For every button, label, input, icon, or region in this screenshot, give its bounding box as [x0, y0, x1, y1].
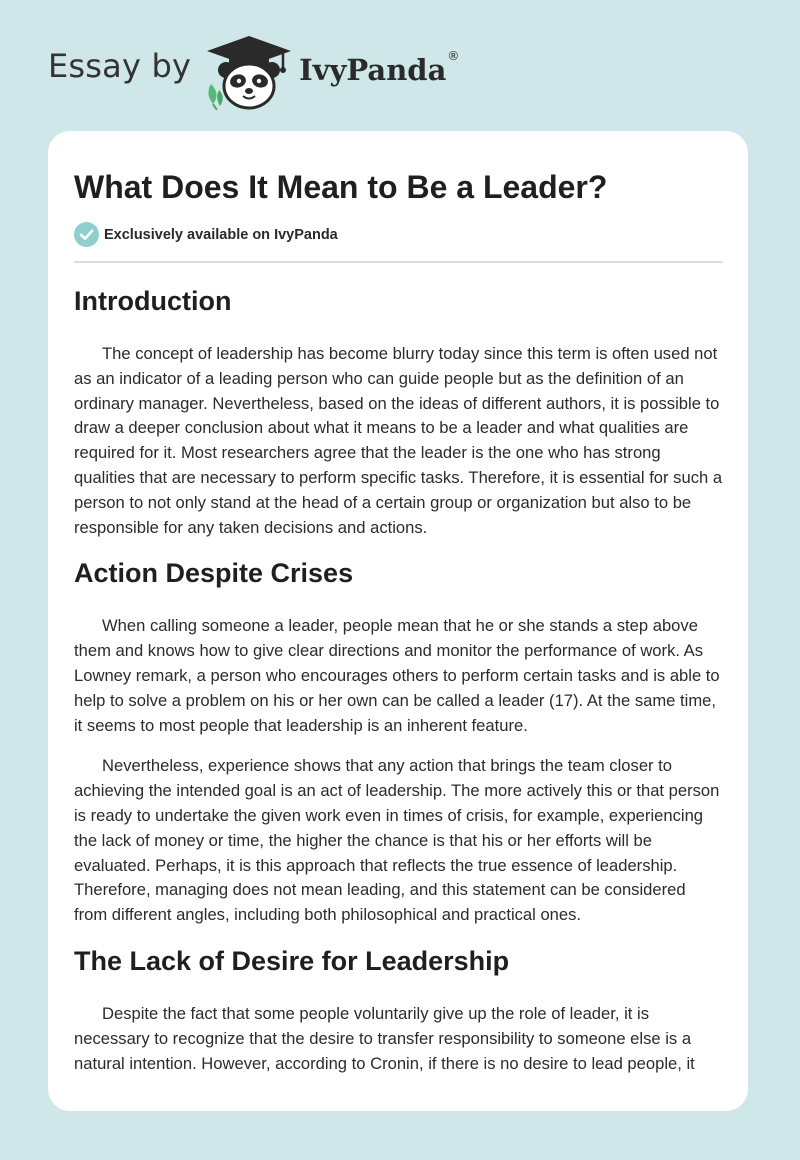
essay-by-label: Essay by — [48, 47, 192, 85]
registered-mark: ® — [447, 49, 460, 63]
section-heading-introduction: Introduction — [74, 286, 232, 316]
essay-body — [74, 281, 723, 1076]
paragraph: Despite the fact that some people voluntarily give up the role of leader, it is necessary to recognize that the desire to transfer responsibility to someone else is a natural intention. However, according to Cronin, if there is no desire to lead people, it — [74, 1003, 695, 1073]
panda-graduation-cap-icon[interactable] — [203, 34, 295, 110]
essay-card — [48, 131, 748, 1111]
paragraph: The concept of leadership has become blurry today since this term is often used not as an indicator of a leading person who can guide people but as the definition of an ordinary manager. Nevertheless, based on the ideas of different authors, it is possible to draw a deeper conclusion about what it means to be a leader and what qualities are required for it. Most researchers agree that the leader is the one who has strong qualities that are necessary to perform specific tasks. Therefore, it is essential for such a person to not only stand at the head of a certain group or organization but also to be responsible for any taken decisions and actions. — [74, 344, 723, 537]
title-divider — [74, 261, 723, 263]
essay-title: What Does It Mean to Be a Leader? — [74, 169, 608, 205]
paragraph: Nevertheless, experience shows that any action that brings the team closer to achieving the intended goal is an act of leadership. The more actively this or that person is ready to undertake the given work even in times of crisis, for example, experiencing the lack of money or time, the higher the chance is that his or her efforts will be evaluated. Perhaps, it is this approach that reflects the true essence of leadership. Therefore, managing does not mean leading, and this statement can be considered from different angles, including both philosophical and practical ones. — [74, 756, 720, 925]
paragraph: When calling someone a leader, people mean that he or she stands a step above them and knows how to give clear directions and monitor the performance of work. As Lowney remark, a person who encourages others to perform certain tasks and is able to help to solve a problem on his or her own can be called a leader (17). At the same time, it seems to most people that leadership is an inherent feature. — [74, 616, 720, 735]
section-heading-action-despite-crises: Action Despite Crises — [74, 558, 354, 589]
section-heading-lack-of-desire: The Lack of Desire for Leadership — [74, 945, 510, 976]
exclusive-badge — [74, 222, 338, 247]
exclusive-label: Exclusively available on IvyPanda — [104, 226, 338, 243]
site-header — [48, 34, 459, 110]
brand-name: IvyPanda — [299, 53, 447, 87]
check-circle-icon — [74, 222, 99, 247]
